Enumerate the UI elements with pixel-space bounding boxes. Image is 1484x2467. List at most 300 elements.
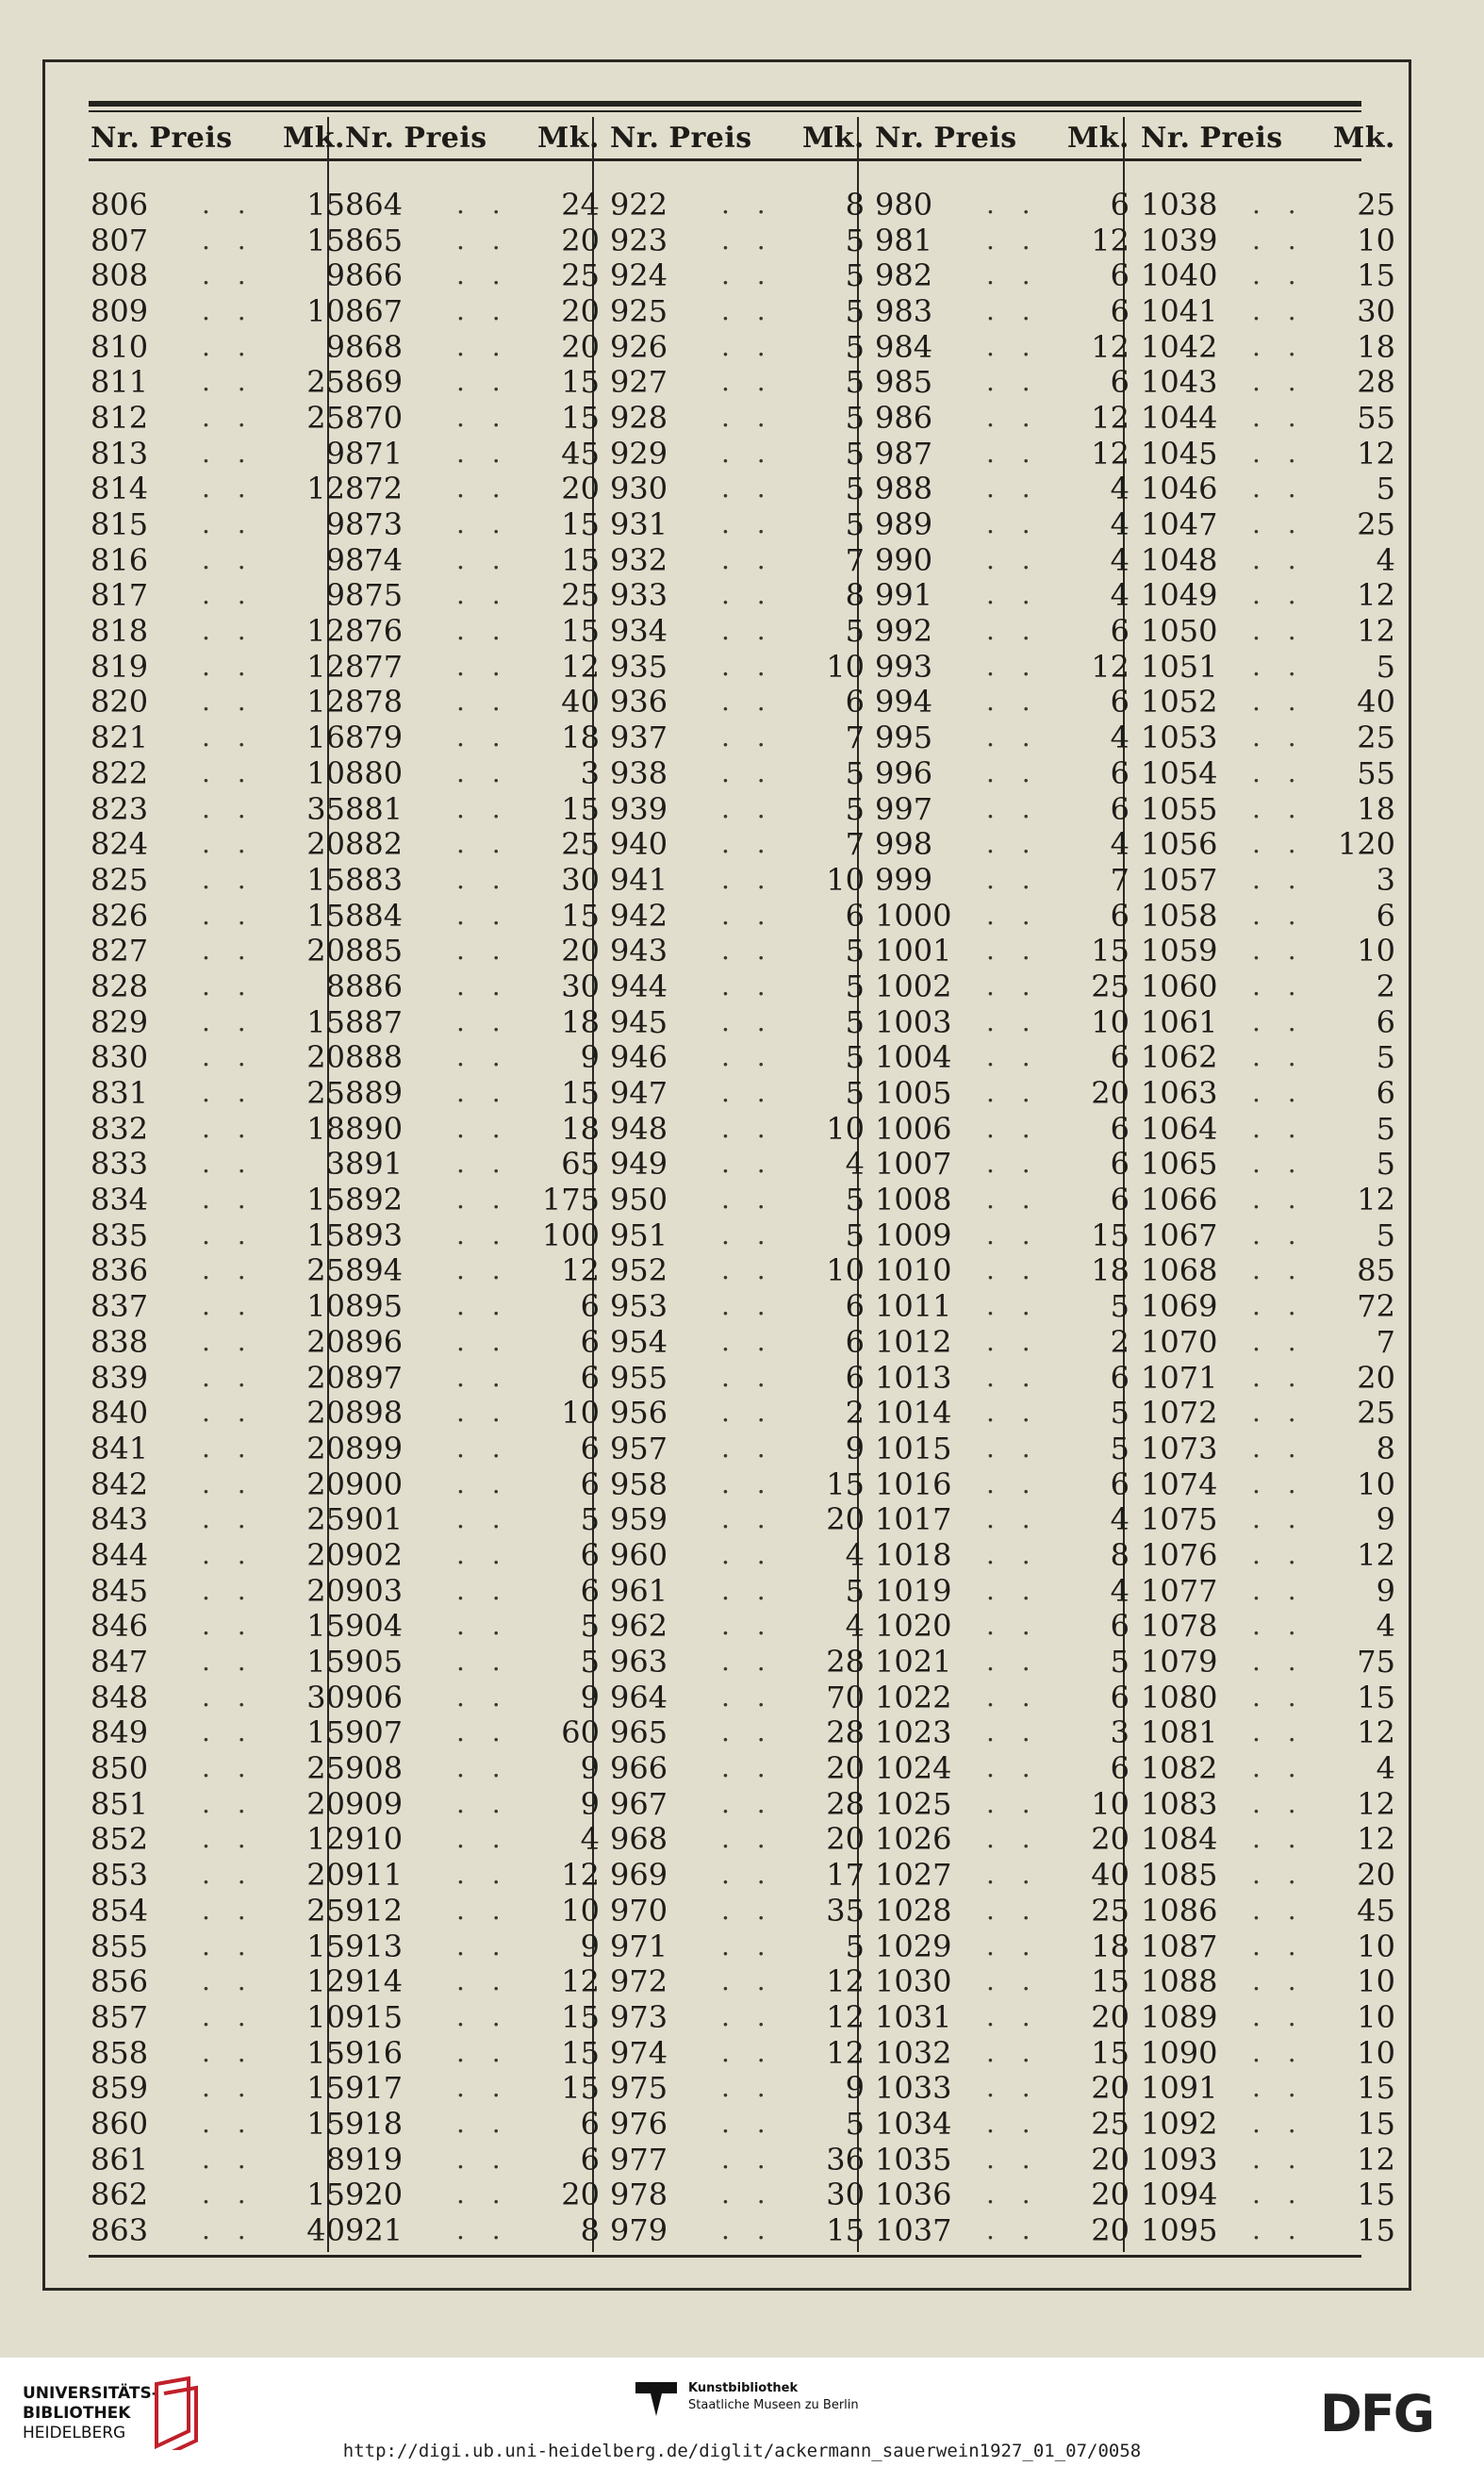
column-body bbox=[1141, 187, 1395, 2248]
leader-dots: . . bbox=[1252, 294, 1306, 326]
item-price: 4 bbox=[1110, 471, 1129, 507]
item-price: 5 bbox=[845, 1003, 865, 1040]
item-number: 919 bbox=[345, 2141, 404, 2177]
leader-dots: . . bbox=[721, 508, 775, 540]
leader-dots: . . bbox=[721, 899, 775, 931]
leader-dots: . . bbox=[721, 472, 775, 505]
table-row bbox=[875, 293, 1129, 329]
table-row bbox=[345, 2070, 600, 2106]
item-number: 1067 bbox=[1141, 1217, 1218, 1253]
item-number: 988 bbox=[875, 471, 933, 507]
leader-dots: . . bbox=[202, 224, 256, 256]
table-row bbox=[610, 1324, 865, 1360]
table-row bbox=[91, 1857, 345, 1893]
table-row bbox=[875, 1822, 1129, 1858]
item-price: 35 bbox=[826, 1892, 865, 1929]
item-price: 20 bbox=[561, 471, 600, 507]
leader-dots: . . bbox=[202, 437, 256, 469]
leader-dots: . . bbox=[456, 1077, 510, 1109]
table-row bbox=[875, 1644, 1129, 1680]
item-price: 5 bbox=[845, 754, 865, 791]
leader-dots: . . bbox=[1252, 863, 1306, 895]
item-number: 985 bbox=[875, 364, 933, 401]
item-price: 6 bbox=[580, 1323, 600, 1360]
item-number: 984 bbox=[875, 328, 933, 365]
table-row bbox=[875, 2106, 1129, 2142]
item-price: 30 bbox=[306, 1679, 345, 1715]
table-row bbox=[875, 1466, 1129, 1502]
item-number: 972 bbox=[610, 1963, 668, 2000]
leader-dots: . . bbox=[456, 686, 510, 718]
item-price: 25 bbox=[1091, 968, 1129, 1004]
item-number: 982 bbox=[875, 257, 933, 294]
table-row bbox=[91, 1395, 345, 1431]
item-price: 8 bbox=[1376, 1430, 1395, 1466]
leader-dots: . . bbox=[202, 294, 256, 326]
item-number: 810 bbox=[91, 328, 149, 365]
item-number: 1053 bbox=[1141, 720, 1218, 756]
table-row bbox=[1141, 2070, 1395, 2106]
table-row bbox=[91, 1288, 345, 1324]
table-row bbox=[875, 685, 1129, 720]
table-row bbox=[91, 293, 345, 329]
item-price: 12 bbox=[1357, 1714, 1395, 1751]
item-number: 1075 bbox=[1141, 1501, 1218, 1538]
item-price: 15 bbox=[306, 186, 345, 223]
table-row bbox=[345, 1501, 600, 1537]
item-number: 1083 bbox=[1141, 1785, 1218, 1822]
item-number: 999 bbox=[875, 861, 933, 898]
table-row bbox=[610, 2212, 865, 2248]
leader-dots: . . bbox=[986, 1112, 1040, 1144]
item-number: 924 bbox=[610, 257, 668, 294]
item-price: 25 bbox=[306, 1252, 345, 1289]
item-number: 849 bbox=[91, 1714, 149, 1751]
table-row bbox=[1141, 1075, 1395, 1111]
table-row bbox=[875, 1288, 1129, 1324]
leader-dots: . . bbox=[721, 543, 775, 575]
item-number: 966 bbox=[610, 1750, 668, 1787]
item-price: 5 bbox=[845, 968, 865, 1004]
leader-dots: . . bbox=[986, 1218, 1040, 1250]
table-row bbox=[610, 1786, 865, 1822]
table-row bbox=[1141, 436, 1395, 472]
item-price: 5 bbox=[845, 257, 865, 294]
item-number: 1087 bbox=[1141, 1928, 1218, 1964]
leader-dots: . . bbox=[1252, 224, 1306, 256]
table-row bbox=[1141, 223, 1395, 258]
item-price: 15 bbox=[561, 399, 600, 436]
table-row bbox=[875, 1963, 1129, 1999]
leader-dots: . . bbox=[986, 2000, 1040, 2032]
leader-dots: . . bbox=[986, 2143, 1040, 2175]
item-number: 946 bbox=[610, 1039, 668, 1076]
item-number: 1005 bbox=[875, 1075, 952, 1112]
leader-dots: . . bbox=[986, 1148, 1040, 1180]
leader-dots: . . bbox=[202, 1610, 256, 1642]
item-number: 994 bbox=[875, 684, 933, 720]
item-number: 1044 bbox=[1141, 399, 1218, 436]
table-row bbox=[345, 1040, 600, 1076]
leader-dots: . . bbox=[986, 1361, 1040, 1393]
item-number: 941 bbox=[610, 861, 668, 898]
leader-dots: . . bbox=[1252, 2036, 1306, 2068]
item-number: 987 bbox=[875, 435, 933, 472]
leader-dots: . . bbox=[986, 721, 1040, 753]
leader-dots: . . bbox=[456, 1254, 510, 1286]
item-number: 1051 bbox=[1141, 648, 1218, 685]
item-number: 974 bbox=[610, 2034, 668, 2071]
item-number: 825 bbox=[91, 861, 149, 898]
table-row bbox=[91, 933, 345, 969]
table-row bbox=[875, 1999, 1129, 2035]
item-price: 6 bbox=[1110, 613, 1129, 650]
item-number: 963 bbox=[610, 1644, 668, 1681]
leader-dots: . . bbox=[721, 366, 775, 398]
table-row bbox=[345, 1786, 600, 1822]
item-price: 28 bbox=[826, 1644, 865, 1681]
leader-dots: . . bbox=[1252, 1432, 1306, 1464]
leader-dots: . . bbox=[456, 721, 510, 753]
item-number: 1061 bbox=[1141, 1003, 1218, 1040]
item-price: 15 bbox=[826, 2212, 865, 2249]
item-price: 12 bbox=[1357, 1821, 1395, 1858]
leader-dots: . . bbox=[721, 686, 775, 718]
leader-dots: . . bbox=[1252, 1681, 1306, 1713]
item-number: 903 bbox=[345, 1572, 404, 1609]
item-price: 20 bbox=[1357, 1359, 1395, 1396]
table-row bbox=[345, 364, 600, 400]
item-number: 838 bbox=[91, 1323, 149, 1360]
table-row bbox=[1141, 1004, 1395, 1040]
item-price: 4 bbox=[1110, 720, 1129, 756]
table-row bbox=[875, 1395, 1129, 1431]
leader-dots: . . bbox=[202, 543, 256, 575]
item-price: 6 bbox=[1376, 897, 1395, 934]
leader-dots: . . bbox=[986, 1859, 1040, 1891]
column-header bbox=[345, 117, 600, 158]
leader-dots: . . bbox=[202, 1894, 256, 1926]
header-left bbox=[875, 122, 1027, 155]
table-row bbox=[1141, 1893, 1395, 1929]
leader-dots: . . bbox=[456, 899, 510, 931]
leader-dots: . . bbox=[1252, 1610, 1306, 1642]
item-number: 914 bbox=[345, 1963, 404, 2000]
item-number: 860 bbox=[91, 2105, 149, 2142]
table-row bbox=[91, 1040, 345, 1076]
leader-dots: . . bbox=[986, 401, 1040, 433]
item-number: 885 bbox=[345, 933, 404, 969]
leader-dots: . . bbox=[1252, 366, 1306, 398]
item-price: 6 bbox=[1376, 1003, 1395, 1040]
leader-dots: . . bbox=[456, 1538, 510, 1570]
item-number: 971 bbox=[610, 1928, 668, 1964]
item-price: 25 bbox=[306, 399, 345, 436]
item-number: 1058 bbox=[1141, 897, 1218, 934]
item-price: 2 bbox=[845, 1395, 865, 1432]
item-number: 1073 bbox=[1141, 1430, 1218, 1466]
table-row bbox=[610, 1929, 865, 1964]
leader-dots: . . bbox=[986, 366, 1040, 398]
table-row bbox=[610, 720, 865, 755]
table-row bbox=[875, 1004, 1129, 1040]
table-row bbox=[91, 1680, 345, 1715]
table-row bbox=[91, 578, 345, 614]
column-header bbox=[610, 117, 865, 158]
leader-dots: . . bbox=[986, 650, 1040, 682]
item-price: 15 bbox=[306, 1182, 345, 1218]
item-number: 983 bbox=[875, 292, 933, 329]
leader-dots: . . bbox=[721, 1859, 775, 1891]
leader-dots: . . bbox=[986, 1716, 1040, 1748]
leader-dots: . . bbox=[456, 1787, 510, 1819]
leader-dots: . . bbox=[721, 721, 775, 753]
leader-dots: . . bbox=[202, 401, 256, 433]
table-row bbox=[1141, 862, 1395, 898]
leader-dots: . . bbox=[202, 1112, 256, 1144]
header-left bbox=[345, 122, 497, 155]
leader-dots: . . bbox=[202, 1254, 256, 1286]
item-price: 15 bbox=[826, 1465, 865, 1502]
item-number: 1008 bbox=[875, 1182, 952, 1218]
item-price: 5 bbox=[580, 1501, 600, 1538]
leader-dots: . . bbox=[986, 294, 1040, 326]
item-price: 12 bbox=[1091, 328, 1129, 365]
item-price: 175 bbox=[541, 1182, 600, 1218]
item-number: 853 bbox=[91, 1857, 149, 1894]
item-price: 20 bbox=[306, 1536, 345, 1573]
leader-dots: . . bbox=[721, 1894, 775, 1926]
item-price: 18 bbox=[1091, 1928, 1129, 1964]
column-body bbox=[91, 187, 345, 2248]
item-number: 854 bbox=[91, 1892, 149, 1929]
item-number: 962 bbox=[610, 1608, 668, 1645]
item-number: 898 bbox=[345, 1395, 404, 1432]
table-row bbox=[610, 755, 865, 791]
table-row bbox=[875, 2070, 1129, 2106]
table-row bbox=[1141, 187, 1395, 223]
table-row bbox=[345, 542, 600, 578]
leader-dots: . . bbox=[202, 2178, 256, 2210]
item-price: 40 bbox=[1091, 1857, 1129, 1894]
item-price: 15 bbox=[1357, 2177, 1395, 2213]
item-price: 12 bbox=[826, 2034, 865, 2071]
item-number: 1090 bbox=[1141, 2034, 1218, 2071]
leader-dots: . . bbox=[456, 2072, 510, 2104]
table-row bbox=[91, 1715, 345, 1751]
item-price: 12 bbox=[826, 1963, 865, 2000]
item-number: 908 bbox=[345, 1750, 404, 1787]
leader-dots: . . bbox=[456, 188, 510, 220]
leader-dots: . . bbox=[202, 2000, 256, 2032]
table-row bbox=[610, 1147, 865, 1183]
item-price: 10 bbox=[1357, 1928, 1395, 1964]
table-row bbox=[91, 1537, 345, 1573]
item-number: 945 bbox=[610, 1003, 668, 1040]
item-number: 1045 bbox=[1141, 435, 1218, 472]
leader-dots: . . bbox=[986, 899, 1040, 931]
item-number: 856 bbox=[91, 1963, 149, 2000]
item-price: 5 bbox=[1376, 648, 1395, 685]
leader-dots: . . bbox=[456, 1041, 510, 1073]
item-price: 20 bbox=[306, 1359, 345, 1396]
item-price: 12 bbox=[1091, 222, 1129, 258]
leader-dots: . . bbox=[721, 259, 775, 291]
item-number: 1022 bbox=[875, 1679, 952, 1715]
leader-dots: . . bbox=[986, 1254, 1040, 1286]
table-row bbox=[610, 1680, 865, 1715]
leader-dots: . . bbox=[1252, 1503, 1306, 1535]
item-number: 839 bbox=[91, 1359, 149, 1396]
item-price: 9 bbox=[580, 1750, 600, 1787]
item-number: 981 bbox=[875, 222, 933, 258]
table-row bbox=[610, 613, 865, 649]
table-row bbox=[875, 329, 1129, 365]
leader-dots: . . bbox=[456, 2178, 510, 2210]
leader-dots: . . bbox=[1252, 969, 1306, 1002]
item-price: 6 bbox=[1110, 1359, 1129, 1396]
item-price: 15 bbox=[561, 1075, 600, 1112]
item-price: 6 bbox=[580, 1536, 600, 1573]
leader-dots: . . bbox=[721, 294, 775, 326]
leader-dots: . . bbox=[1252, 1077, 1306, 1109]
table-row bbox=[91, 1324, 345, 1360]
item-price: 6 bbox=[1110, 1465, 1129, 1502]
leader-dots: . . bbox=[456, 579, 510, 611]
table-row bbox=[875, 1750, 1129, 1786]
leader-dots: . . bbox=[456, 1716, 510, 1748]
item-price: 5 bbox=[1110, 1288, 1129, 1325]
item-price: 15 bbox=[306, 1003, 345, 1040]
item-price: 4 bbox=[845, 1536, 865, 1573]
item-price: 20 bbox=[306, 1857, 345, 1894]
table-row bbox=[345, 400, 600, 436]
leader-dots: . . bbox=[202, 1325, 256, 1357]
item-number: 1009 bbox=[875, 1217, 952, 1253]
leader-dots: . . bbox=[456, 1467, 510, 1499]
table-row bbox=[91, 1466, 345, 1502]
item-number: 976 bbox=[610, 2105, 668, 2142]
item-price: 5 bbox=[845, 1039, 865, 1076]
leader-dots: . . bbox=[721, 401, 775, 433]
item-number: 807 bbox=[91, 222, 149, 258]
item-number: 850 bbox=[91, 1750, 149, 1787]
item-price: 20 bbox=[306, 826, 345, 863]
table-row bbox=[610, 1893, 865, 1929]
table-row bbox=[875, 898, 1129, 934]
table-row bbox=[610, 436, 865, 472]
item-price: 45 bbox=[561, 435, 600, 472]
header-mk: Mk. bbox=[537, 121, 600, 155]
item-price: 10 bbox=[1091, 1785, 1129, 1822]
leader-dots: . . bbox=[1252, 686, 1306, 718]
item-number: 958 bbox=[610, 1465, 668, 1502]
header-nr: Nr. bbox=[91, 121, 140, 155]
leader-dots: . . bbox=[1252, 1716, 1306, 1748]
item-price: 20 bbox=[1357, 1857, 1395, 1894]
table-row bbox=[91, 649, 345, 685]
leader-dots: . . bbox=[721, 2000, 775, 2032]
leader-dots: . . bbox=[986, 2072, 1040, 2104]
table-row bbox=[91, 1999, 345, 2035]
item-price: 6 bbox=[580, 1288, 600, 1325]
item-price: 30 bbox=[1357, 292, 1395, 329]
leader-dots: . . bbox=[986, 792, 1040, 824]
table-row bbox=[91, 1963, 345, 1999]
table-row bbox=[1141, 293, 1395, 329]
leader-dots: . . bbox=[721, 1432, 775, 1464]
leader-dots: . . bbox=[1252, 2214, 1306, 2246]
item-price: 85 bbox=[1357, 1252, 1395, 1289]
leader-dots: . . bbox=[721, 2214, 775, 2246]
item-price: 10 bbox=[306, 1288, 345, 1325]
leader-dots: . . bbox=[721, 1290, 775, 1322]
header-left bbox=[610, 122, 762, 155]
item-number: 1034 bbox=[875, 2105, 952, 2142]
item-price: 20 bbox=[826, 1821, 865, 1858]
header-nr: Nr. bbox=[1141, 121, 1191, 155]
item-price: 12 bbox=[306, 471, 345, 507]
table-row bbox=[345, 1893, 600, 1929]
item-price: 5 bbox=[845, 1572, 865, 1609]
item-price: 20 bbox=[1091, 1075, 1129, 1112]
item-number: 809 bbox=[91, 292, 149, 329]
item-number: 1035 bbox=[875, 2141, 952, 2177]
item-number: 1092 bbox=[1141, 2105, 1218, 2142]
item-number: 829 bbox=[91, 1003, 149, 1040]
table-row bbox=[1141, 1857, 1395, 1893]
leader-dots: . . bbox=[1252, 2107, 1306, 2139]
table-row bbox=[1141, 1431, 1395, 1466]
item-number: 1033 bbox=[875, 2070, 952, 2107]
item-price: 9 bbox=[325, 541, 345, 578]
leader-dots: . . bbox=[1252, 1752, 1306, 1784]
item-price: 12 bbox=[306, 1821, 345, 1858]
item-price: 5 bbox=[845, 613, 865, 650]
item-price: 15 bbox=[306, 1928, 345, 1964]
item-number: 858 bbox=[91, 2034, 149, 2071]
leader-dots: . . bbox=[202, 1752, 256, 1784]
item-price: 20 bbox=[306, 1395, 345, 1432]
leader-dots: . . bbox=[456, 935, 510, 967]
header-preis: Preis bbox=[668, 121, 752, 155]
item-price: 20 bbox=[826, 1750, 865, 1787]
item-number: 925 bbox=[610, 292, 668, 329]
leader-dots: . . bbox=[1252, 2072, 1306, 2104]
leader-dots: . . bbox=[986, 1574, 1040, 1606]
item-price: 25 bbox=[1091, 2105, 1129, 2142]
table-row bbox=[875, 2212, 1129, 2248]
leader-dots: . . bbox=[1252, 2143, 1306, 2175]
table-row bbox=[91, 329, 345, 365]
leader-dots: . . bbox=[456, 472, 510, 505]
item-price: 9 bbox=[580, 1679, 600, 1715]
item-price: 5 bbox=[845, 399, 865, 436]
column-header bbox=[91, 117, 345, 158]
item-number: 852 bbox=[91, 1821, 149, 1858]
leader-dots: . . bbox=[1252, 472, 1306, 505]
leader-dots: . . bbox=[202, 1538, 256, 1570]
leader-dots: . . bbox=[1252, 508, 1306, 540]
leader-dots: . . bbox=[456, 259, 510, 291]
item-price: 20 bbox=[306, 1465, 345, 1502]
table-row bbox=[345, 1466, 600, 1502]
item-price: 40 bbox=[306, 2212, 345, 2249]
table-row bbox=[345, 1324, 600, 1360]
leader-dots: . . bbox=[1252, 259, 1306, 291]
item-price: 15 bbox=[1357, 1679, 1395, 1715]
item-price: 10 bbox=[1357, 1998, 1395, 2035]
